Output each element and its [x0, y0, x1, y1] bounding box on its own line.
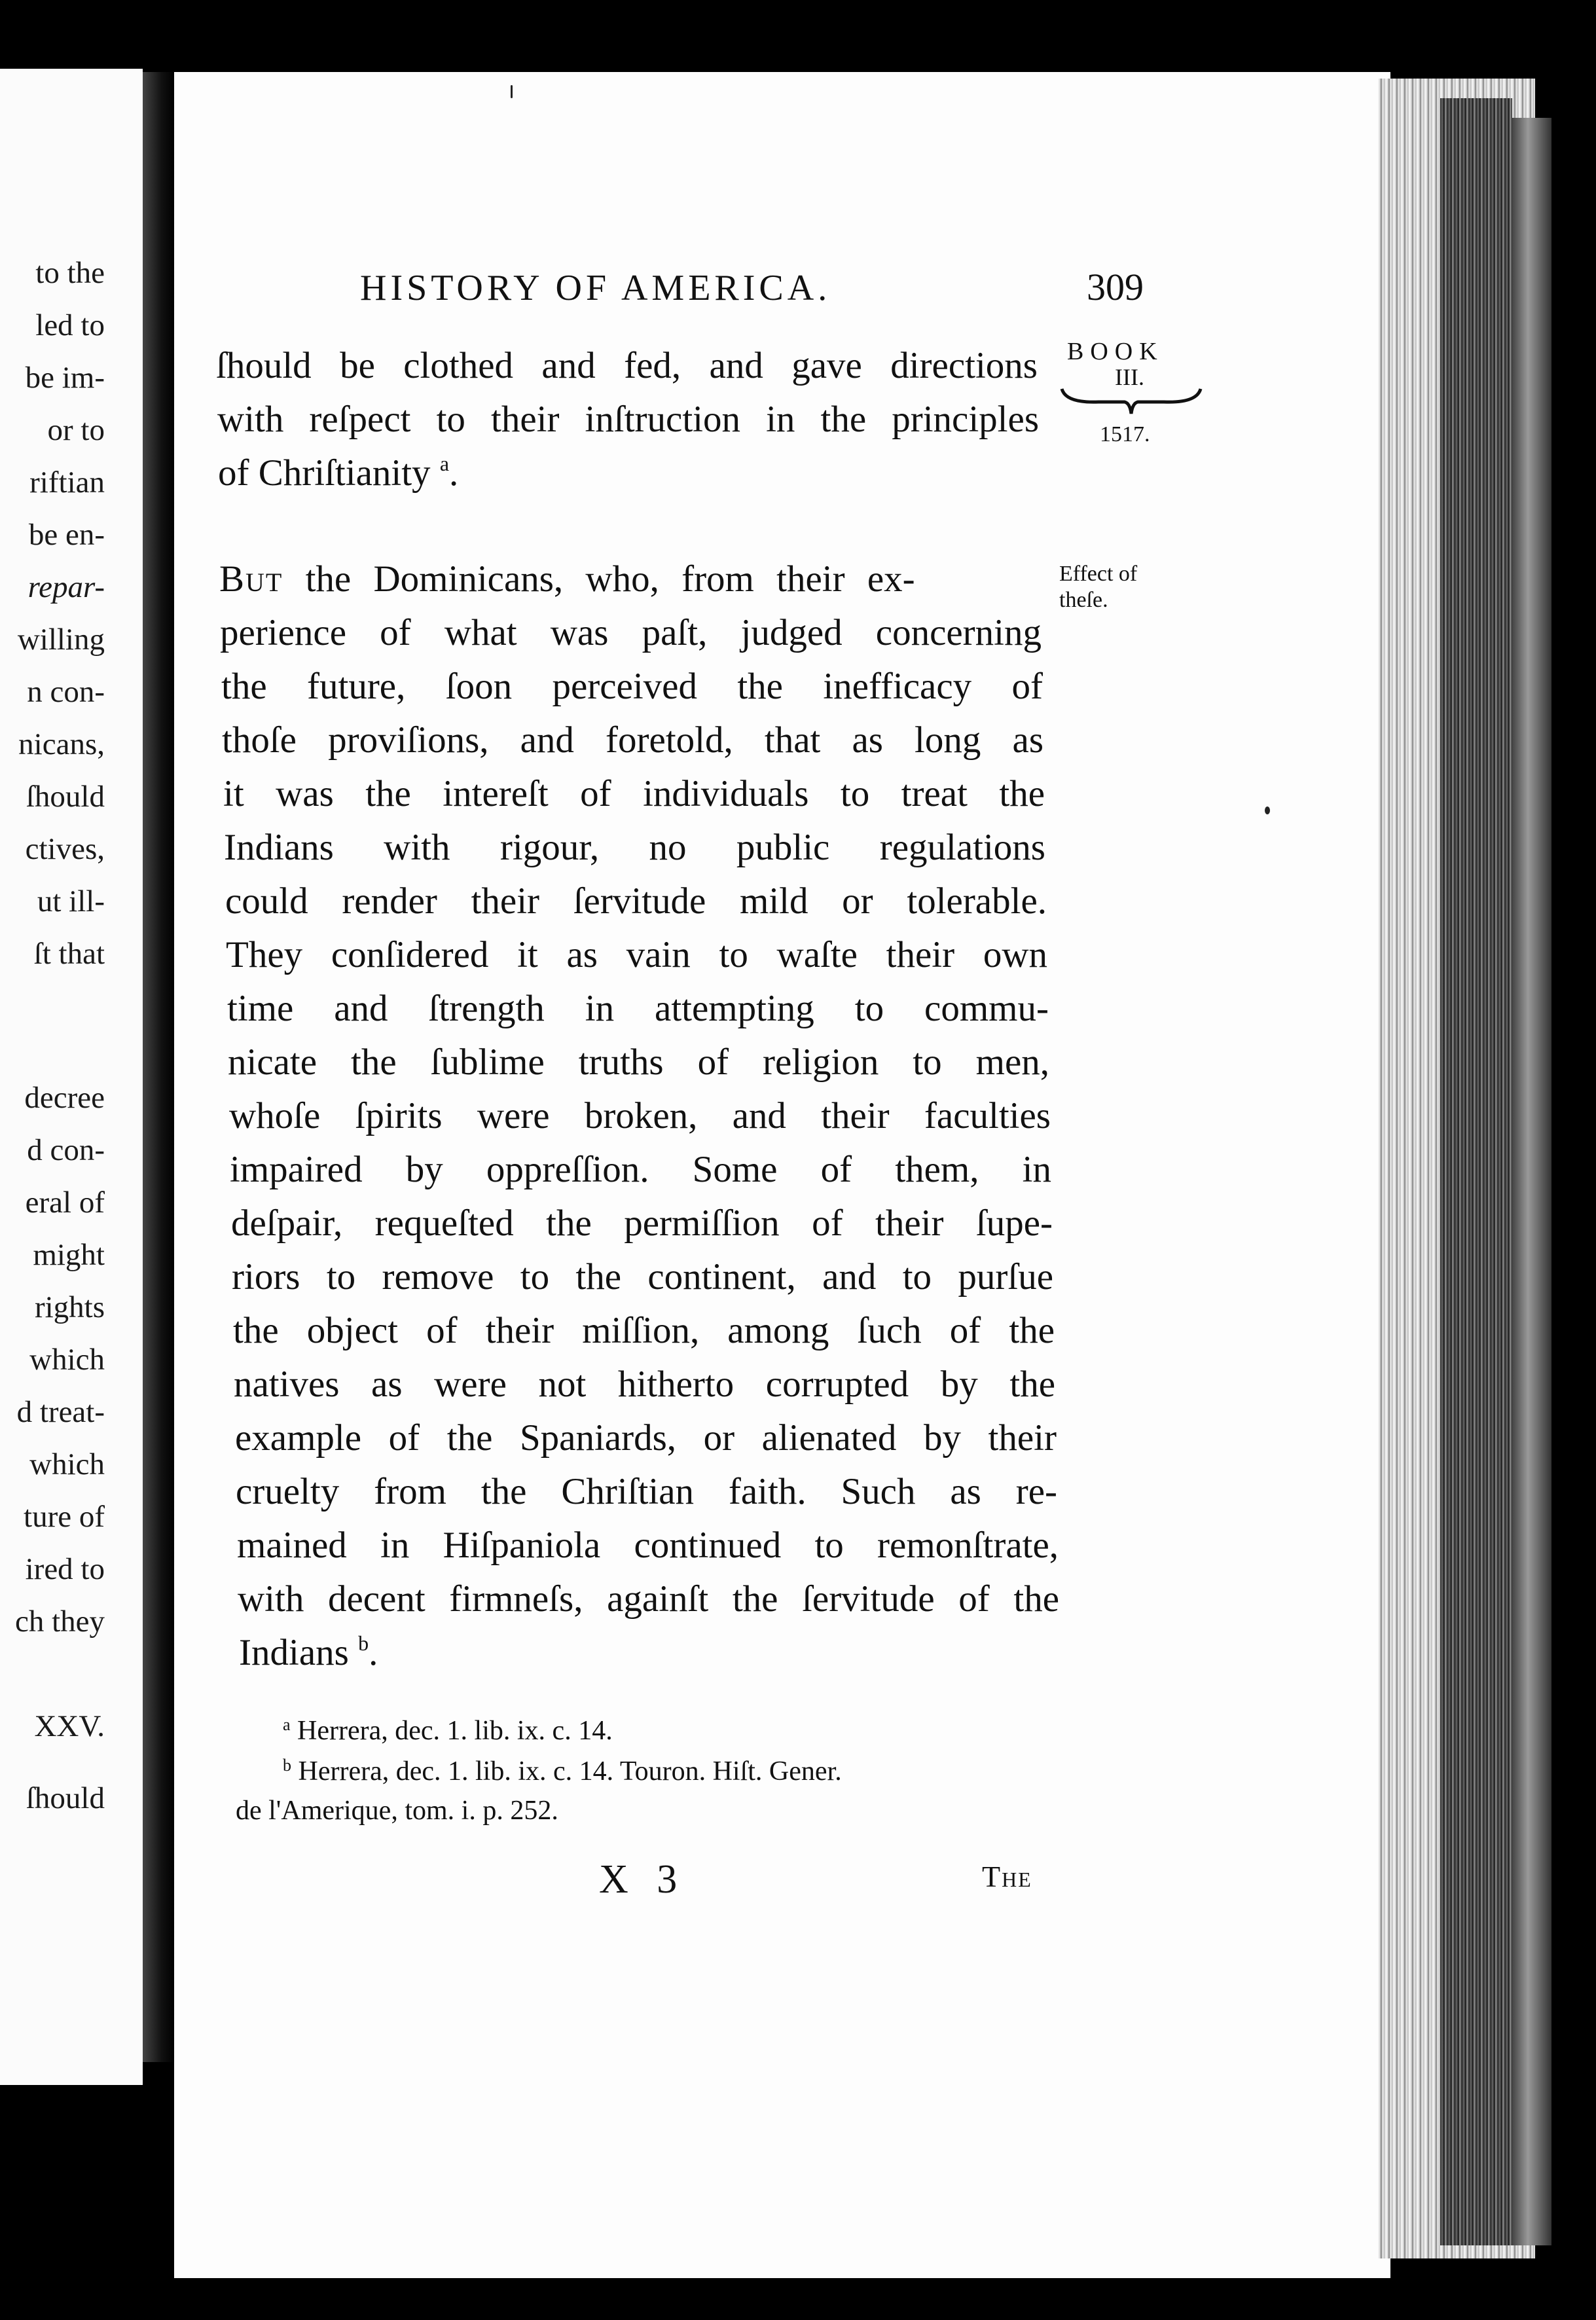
body-line: example of the Spaniards, or alienated by their	[235, 1417, 1057, 1459]
body-line: could render their ſervitude mild or tolerable.	[225, 880, 1047, 922]
body-line-text: of Chriſtianity	[218, 452, 431, 494]
left-page-line: ſhould	[26, 1781, 105, 1815]
left-page-line: ut ill-	[37, 884, 105, 918]
body-line: natives as were not hitherto corrupted by the	[234, 1364, 1055, 1405]
running-head: HISTORY OF AMERICA.	[360, 268, 831, 308]
body-line: time and ſtrength in attempting to commu-	[227, 988, 1049, 1029]
margin-brace	[1059, 385, 1203, 418]
footnote-a-text: Herrera, dec. 1. lib. ix. c. 14.	[297, 1716, 613, 1746]
paragraph-opening-word: But	[219, 558, 283, 600]
footnote-a	[283, 1715, 613, 1747]
page-number: 309	[1087, 266, 1144, 308]
period: .	[369, 1632, 378, 1673]
body-line: deſpair, requeſted the permiſſion of their ſupe-	[231, 1203, 1053, 1244]
left-page-line: be en-	[28, 518, 105, 552]
footnote-b-marker: b	[283, 1756, 291, 1775]
body-line: with decent firmneſs, againſt the ſervitude of the	[238, 1578, 1059, 1620]
left-page-line: ture of	[24, 1500, 105, 1534]
left-page-line: ch they	[14, 1604, 105, 1639]
catchword: The	[982, 1860, 1032, 1893]
body-line-text: Indians	[239, 1632, 349, 1673]
left-page-line: n con-	[27, 675, 105, 709]
body-line: They conſidered it as vain to waſte their own	[226, 934, 1047, 975]
body-line	[218, 454, 458, 492]
left-page-line: ſhould	[26, 780, 105, 814]
footnote-ref-b[interactable]: b	[358, 1631, 369, 1655]
previous-page	[0, 69, 143, 2085]
left-page-line: willing	[17, 623, 105, 657]
footnote-b	[283, 1756, 842, 1787]
book-gutter	[143, 72, 174, 2062]
body-line: with reſpect to their inſtruction in the principles	[217, 399, 1039, 440]
body-line	[219, 560, 1041, 598]
footnote-b-continued: de l'Amerique, tom. i. p. 252.	[236, 1796, 558, 1826]
left-page-line: to the	[35, 256, 105, 290]
footnote-a-marker: a	[283, 1715, 291, 1734]
period: .	[449, 452, 459, 494]
body-line: perience of what was paſt, judged concerning	[220, 612, 1042, 653]
left-page-line: d treat-	[16, 1395, 105, 1429]
left-page-line: repar-	[27, 570, 105, 604]
body-line: it was the intereſt of individuals to treat the	[223, 773, 1045, 814]
margin-book-number: III.	[1115, 364, 1144, 390]
body-line: cruelty from the Chriſtian faith. Such as re-	[236, 1471, 1057, 1512]
left-page-line: decree	[24, 1081, 105, 1115]
body-line: mained in Hiſpaniola continued to remonſtrate,	[237, 1525, 1059, 1566]
left-page-line: rights	[34, 1290, 105, 1324]
ink-speck	[1265, 807, 1270, 814]
left-page-line: might	[33, 1238, 105, 1272]
left-page-line: eral of	[25, 1186, 105, 1220]
left-page-line: ſt that	[33, 937, 105, 971]
left-page-line: nicans,	[18, 727, 105, 761]
footnote-ref-a[interactable]: a	[439, 452, 450, 475]
margin-book-label: BOOK	[1067, 338, 1164, 365]
body-line: impaired by oppreſſion. Some of them, in	[230, 1149, 1051, 1190]
left-page-line: riftian	[29, 465, 105, 499]
ink-speck	[511, 85, 513, 98]
margin-note-line1: Effect of	[1059, 562, 1138, 586]
left-page-line: or to	[47, 413, 105, 447]
left-page-line: XXV.	[34, 1709, 105, 1743]
body-line: riors to remove to the continent, and to purſue	[232, 1256, 1053, 1297]
left-page-line: ctives,	[25, 832, 105, 866]
left-page-line: which	[29, 1447, 105, 1481]
body-line: the future, ſoon perceived the inefficacy of	[221, 666, 1043, 707]
body-line-text: the Dominicans, who, from their ex-	[305, 558, 915, 600]
body-line: ſhould be clothed and fed, and gave directions	[216, 345, 1038, 386]
page-edges-outer	[1512, 118, 1551, 2245]
footnote-b-text: Herrera, dec. 1. lib. ix. c. 14. Touron. Hiſt. Gener.	[298, 1756, 842, 1786]
signature-mark: X 3	[599, 1857, 687, 1902]
left-page-line: be im-	[25, 361, 105, 395]
left-page-line: which	[29, 1343, 105, 1377]
left-page-line: led to	[35, 308, 105, 342]
body-line	[239, 1631, 378, 1673]
body-line: whoſe ſpirits were broken, and their faculties	[229, 1095, 1051, 1136]
left-page-line: d con-	[27, 1133, 105, 1167]
body-line: Indians with rigour, no public regulations	[224, 827, 1045, 868]
margin-note-line2: theſe.	[1059, 588, 1108, 612]
page-edges-shadow	[1440, 98, 1512, 2245]
margin-year: 1517.	[1100, 422, 1150, 446]
body-line: the object of their miſſion, among ſuch of the	[233, 1310, 1055, 1351]
body-line: nicate the ſublime truths of religion to men,	[228, 1042, 1049, 1083]
left-page-line: ired to	[25, 1552, 105, 1586]
body-line: thoſe proviſions, and foretold, that as long as	[222, 719, 1043, 761]
